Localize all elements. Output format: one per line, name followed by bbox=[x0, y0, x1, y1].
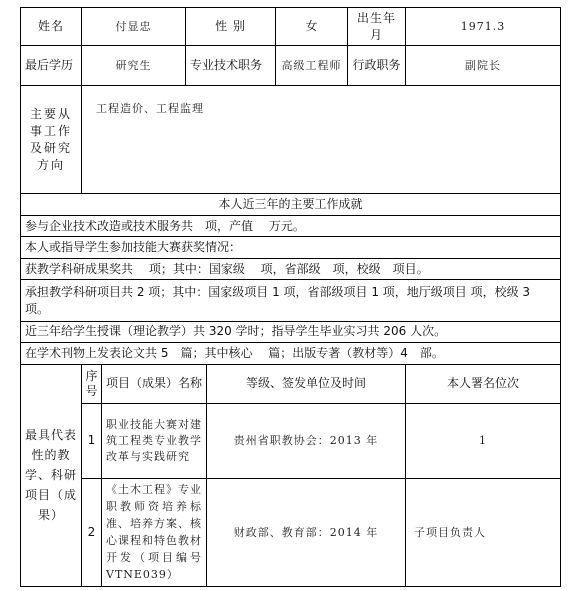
admin-post-value: 副院长 bbox=[406, 46, 561, 86]
result-unit: 贵州省职教协会：2013 年 bbox=[207, 403, 406, 478]
results-seq-header: 序号 bbox=[82, 364, 102, 403]
row-achievement bbox=[21, 258, 561, 280]
tech-title-value: 高级工程师 bbox=[276, 46, 348, 86]
research-field-value: 工程造价、工程监理 bbox=[82, 86, 561, 194]
result-seq: 2 bbox=[82, 478, 102, 586]
result-name: 职业技能大赛对建筑工程类专业教学改革与实践研究 bbox=[102, 403, 207, 478]
row-achievement bbox=[21, 321, 561, 343]
achievement-tech-service: 参与企业技术改造或技术服务共 项，产值 万元。 bbox=[21, 215, 561, 237]
result-seq: 1 bbox=[82, 403, 102, 478]
results-rank-header: 本人署名位次 bbox=[406, 364, 561, 403]
result-unit: 财政部、教育部：2014 年 bbox=[207, 478, 406, 586]
gender-label: 性 别 bbox=[186, 8, 276, 46]
row-results-header bbox=[21, 364, 561, 403]
row-achievement bbox=[21, 215, 561, 237]
achievement-teaching: 近三年给学生授课（理论教学）共 320 学时；指导学生毕业实习共 206 人次。 bbox=[21, 321, 561, 343]
achievement-publications: 在学术刊物上发表论文共 5 篇；其中核心 篇；出版专著（教材等）4 部。 bbox=[21, 343, 561, 365]
row-basic-info bbox=[21, 8, 561, 46]
name-value: 付显忠 bbox=[82, 8, 186, 46]
profile-form-table bbox=[20, 7, 561, 587]
gender-value: 女 bbox=[276, 8, 348, 46]
row-achievement bbox=[21, 343, 561, 365]
results-name-header: 项目（成果）名称 bbox=[102, 364, 207, 403]
results-unit-header: 等级、签发单位及时间 bbox=[207, 364, 406, 403]
row-achievement bbox=[21, 280, 561, 321]
achievement-projects: 承担教学科研项目共 2 项；其中：国家级项目 1 项，省部级项目 1 项，地厅级项目 项，校级 3 项。 bbox=[21, 280, 561, 321]
result-rank: 1 bbox=[406, 403, 561, 478]
row-position-info bbox=[21, 46, 561, 86]
row-achievements-heading bbox=[21, 194, 561, 216]
result-rank: 子项目负责人 bbox=[406, 478, 561, 586]
birth-value: 1971.3 bbox=[406, 8, 561, 46]
name-label: 姓名 bbox=[21, 8, 82, 46]
achievements-heading: 本人近三年的主要工作成就 bbox=[21, 194, 561, 216]
result-name: 《土木工程》专业职教师资培养标准、培养方案、核心课程和特色教材开发（项目编号 VTNE039） bbox=[102, 478, 207, 586]
research-field-label: 主要从事工作及研究方向 bbox=[21, 86, 82, 194]
row-research-field bbox=[21, 86, 561, 194]
education-value: 研究生 bbox=[82, 46, 186, 86]
birth-label: 出生年月 bbox=[348, 8, 406, 46]
tech-title-label: 专业技术职务 bbox=[186, 46, 276, 86]
results-side-label: 最具代表性的教学、科研项目（成果） bbox=[21, 364, 82, 586]
achievement-awards: 获教学科研成果奖共 项；其中：国家级 项，省部级 项，校级 项目。 bbox=[21, 258, 561, 280]
row-achievement bbox=[21, 237, 561, 259]
achievement-competition: 本人或指导学生参加技能大赛获奖情况： bbox=[21, 237, 561, 259]
table-row bbox=[21, 403, 561, 478]
table-row bbox=[21, 478, 561, 586]
admin-post-label: 行政职务 bbox=[348, 46, 406, 86]
education-label: 最后学历 bbox=[21, 46, 82, 86]
